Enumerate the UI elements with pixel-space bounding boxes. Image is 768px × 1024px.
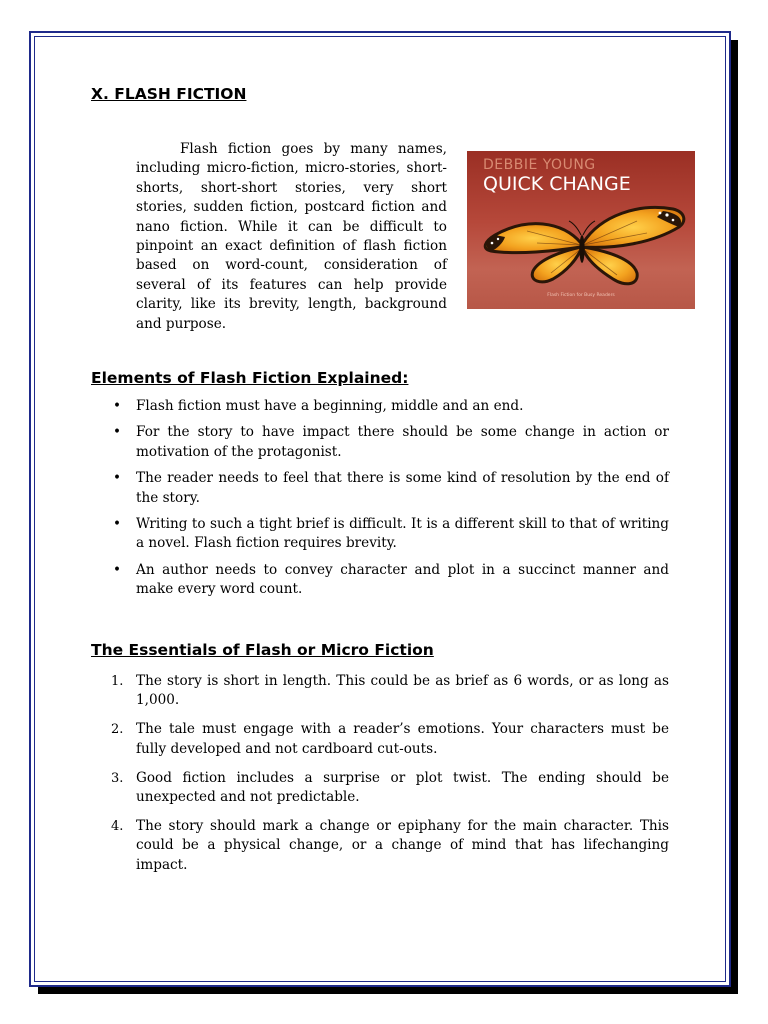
list-item: • For the story to have impact there should be some change in action or motivation of the protagonist.: [113, 424, 669, 460]
book-cover-image: [467, 151, 695, 309]
bullet-marker: •: [113, 561, 122, 578]
list-number: 3.: [111, 770, 124, 786]
book-tagline: Flash Fiction for Busy Readers: [547, 293, 615, 298]
book-author: DEBBIE YOUNG: [483, 157, 596, 173]
list-number: 4.: [111, 818, 124, 834]
list-number: 1.: [111, 674, 124, 689]
essentials-numbered-list: [91, 672, 669, 875]
section-heading-elements: Elements of Flash Fiction Explained:: [91, 369, 409, 387]
list-number: 2.: [111, 722, 124, 738]
page-title: X. FLASH FICTION: [91, 85, 247, 103]
bullet-marker: •: [113, 424, 122, 441]
book-title: QUICK CHANGE: [483, 173, 631, 195]
bullet-marker: •: [113, 398, 122, 414]
list-item: • An author needs to convey character and plot in a succinct manner and make every word count.: [113, 561, 669, 598]
elements-bullet-list: [91, 397, 669, 600]
intro-text: Flash fiction goes by many names, including micro-fiction, micro-stories, short-shorts, short-short stories, very short stories, sudden fiction, postcard fiction and nano fiction. While it can be difficult to pinpoint an exact definition of flash fiction based on word-count, consideration of several of its features can help provide clarity, like its brevity, length, background and purpose.: [136, 141, 447, 332]
intro-paragraph: [136, 140, 447, 334]
list-item: 1. The story is short in length. This could be as brief as 6 words, or as long as 1,000.: [111, 673, 669, 709]
bullet-marker: •: [113, 516, 122, 533]
list-item: • Writing to such a tight brief is difficult. It is a different skill to that of writing a novel. Flash fiction requires brevity.: [113, 516, 669, 552]
list-item: 2. The tale must engage with a reader’s emotions. Your characters must be fully developed and not cardboard cut-outs.: [111, 721, 669, 757]
list-item: 3. Good fiction includes a surprise or plot twist. The ending should be unexpected and not predictable.: [111, 769, 669, 806]
section-heading-essentials: The Essentials of Flash or Micro Fiction: [91, 641, 434, 659]
list-item: 4. The story should mark a change or epiphany for the main character. This could be a physical change, or a change of mind that has lifechanging impact.: [111, 817, 669, 873]
list-item: • The reader needs to feel that there is some kind of resolution by the end of the story.: [113, 470, 669, 506]
butterfly-icon: [467, 151, 695, 309]
bullet-marker: •: [113, 470, 122, 487]
list-item: • Flash fiction must have a beginning, middle and an end.: [91, 397, 669, 416]
